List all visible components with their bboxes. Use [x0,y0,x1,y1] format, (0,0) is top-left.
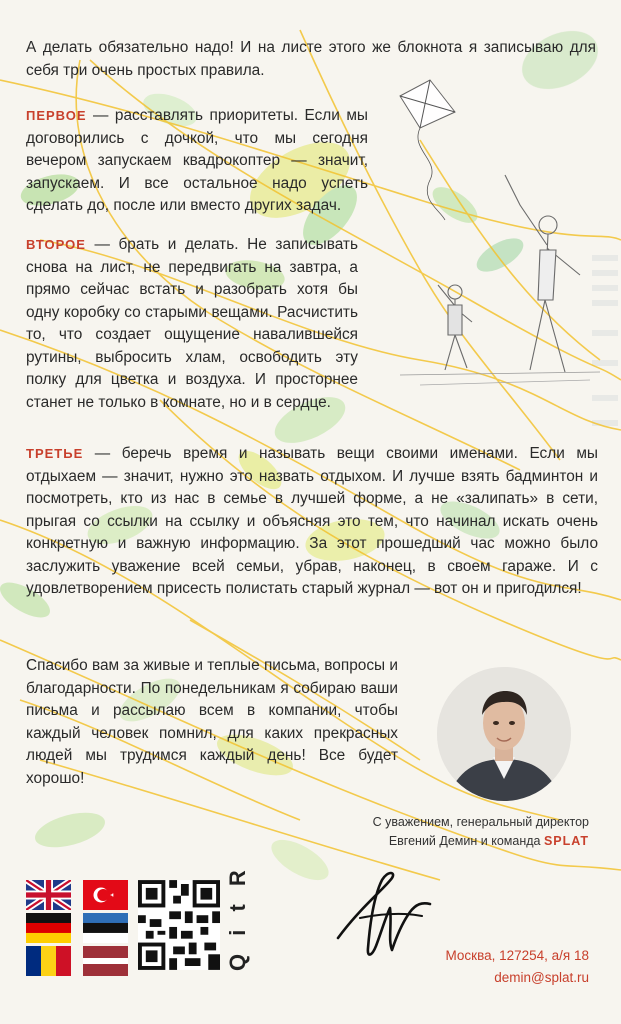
rule-two-text: — брать и делать. Не записывать снова на лист, не передвигать на завтра, а прямо сейчас встать и разобрать хотя бы одну коробку со старыми вещами. Расчистить то, что создает ощущение навалившейся рутины, выбросить хлам, освободить эту полку для цветка и воздуха. И просторнее станет не только в комнате, но и в сердце. [26,236,358,411]
contact-block [446,945,589,989]
sign-off-line1: С уважением, генеральный директор [372,815,589,829]
signature-image [330,868,440,963]
sign-off-line2: Евгений Демин и команда SPLAT [388,834,589,848]
rule-three-text: — беречь время и называть вещи своими именами. Если мы отдыхаем — значит, нужно это назвать отдыхом. И лучше взять бадминтон и посмотреть, кто из нас в семье в лучшей форме, а не «залипать» в сети, прыгая со ссылки на ссылку и объясняя это тем, что начинал искать очень конкретную и важную информацию. За этот прошедший час можно было заслужить уважение всей семьи, убрав, наконец, в своем гараже. И с удовлетворением присесть полистать старый журнал — вот он и пригодился! [26,445,598,597]
rule-two-paragraph [26,234,358,414]
author-portrait [437,667,571,801]
rule-three-paragraph [26,443,598,601]
turkey-flag-icon [83,880,128,910]
qitr-label: Q i t R [225,864,250,971]
thanks-paragraph: Спасибо вам за живые и теплые письма, вопросы и благодарности. По понедельникам я собираю ваши письма и рассылаю всем в компании, чтобы каждый человек помнил, для каких прекрасных людей мы трудимся каждый день! Все будет хорошо! [26,657,398,787]
postal-address: Москва, 127254, а/я 18 [445,948,589,963]
brand-name: SPLAT [543,834,589,848]
rule-two-label: ВТОРОЕ [26,237,86,252]
romania-flag-icon [26,946,71,976]
germany-flag-icon [26,913,71,943]
estonia-flag-icon [83,913,128,943]
rule-one-text: — расставлять приоритеты. Если мы договорились с дочкой, что мы сегодня вечером запускаем квадрокоптер — значит, запускаем. И все остальное надо успеть сделать до, после или вместо других задач. [26,107,368,214]
email-link[interactable]: demin@splat.ru [494,970,589,985]
rule-three-label: ТРЕТЬЕ [26,446,84,461]
intro-paragraph: А делать обязательно надо! И на листе этого же блокнота я записываю для себя три очень простых правила. [26,39,596,79]
latvia-flag-icon [83,946,128,976]
qr-code[interactable] [138,880,220,970]
person-icon [437,667,571,801]
rule-one-paragraph [26,105,368,218]
uk-flag-icon [26,880,71,910]
rule-one-label: ПЕРВОЕ [26,108,87,123]
sign-off [373,813,589,851]
